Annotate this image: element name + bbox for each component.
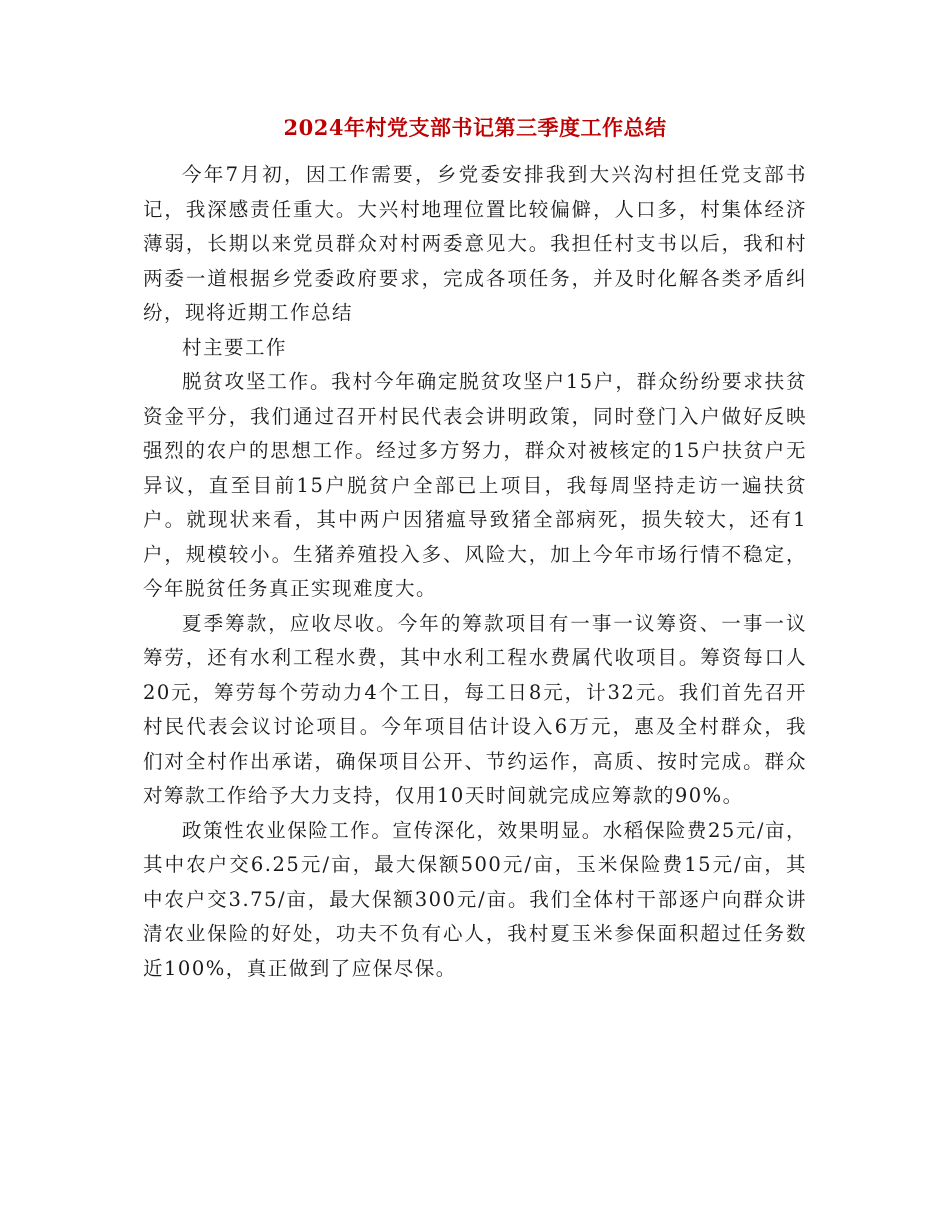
paragraph-summer-fundraising: 夏季筹款，应收尽收。今年的筹款项目有一事一议筹资、一事一议筹劳，还有水利工程水费，其中水利工程水费属代收项目。筹资每口人20元，筹劳每个劳动力4个工日，每工日8元，计32元。我们首先召开村民代表会议讨论项目。今年项目估计设入6万元，惠及全村群众，我们对全村作出承诺，确保项目公开、节约运作，高质、按时完成。群众对筹款工作给予大力支持，仅用10天时间就完成应筹款的90%。 [143, 611, 807, 807]
paragraph-agricultural-insurance: 政策性农业保险工作。宣传深化，效果明显。水稻保险费25元/亩，其中农户交6.25元/亩，最大保额500元/亩，玉米保险费15元/亩，其中农户交3.75/亩，最大保额300元/亩。我们全体村干部逐户向群众讲清农业保险的好处，功夫不负有心人，我村夏玉米参保面积超过任务数近100%，真正做到了应保尽保。 [143, 818, 807, 980]
document-title: 2024年村党支部书记第三季度工作总结 [283, 115, 667, 140]
paragraph-intro: 今年7月初，因工作需要，乡党委安排我到大兴沟村担任党支部书记，我深感责任重大。大兴村地理位置比较偏僻，人口多，村集体经济薄弱，长期以来党员群众对村两委意见大。我担任村支书以后，我和村两委一道根据乡党委政府要求，完成各项任务，并及时化解各类矛盾纠纷，现将近期工作总结 [143, 163, 807, 324]
document-body [143, 158, 807, 986]
paragraph-poverty-alleviation: 脱贫攻坚工作。我村今年确定脱贫攻坚户15户，群众纷纷要求扶贫资金平分，我们通过召开村民代表会讲明政策，同时登门入户做好反映强烈的农户的思想工作。经过多方努力，群众对被核定的15户扶贫户无异议，直至目前15户脱贫户全部已上项目，我每周坚持走访一遍扶贫户。就现状来看，其中两户因猪瘟导致猪全部病死，损失较大，还有1户，规模较小。生猪养殖投入多、风险大，加上今年市场行情不稳定，今年脱贫任务真正实现难度大。 [143, 370, 807, 600]
section-heading-main-work: 村主要工作 [182, 335, 288, 359]
